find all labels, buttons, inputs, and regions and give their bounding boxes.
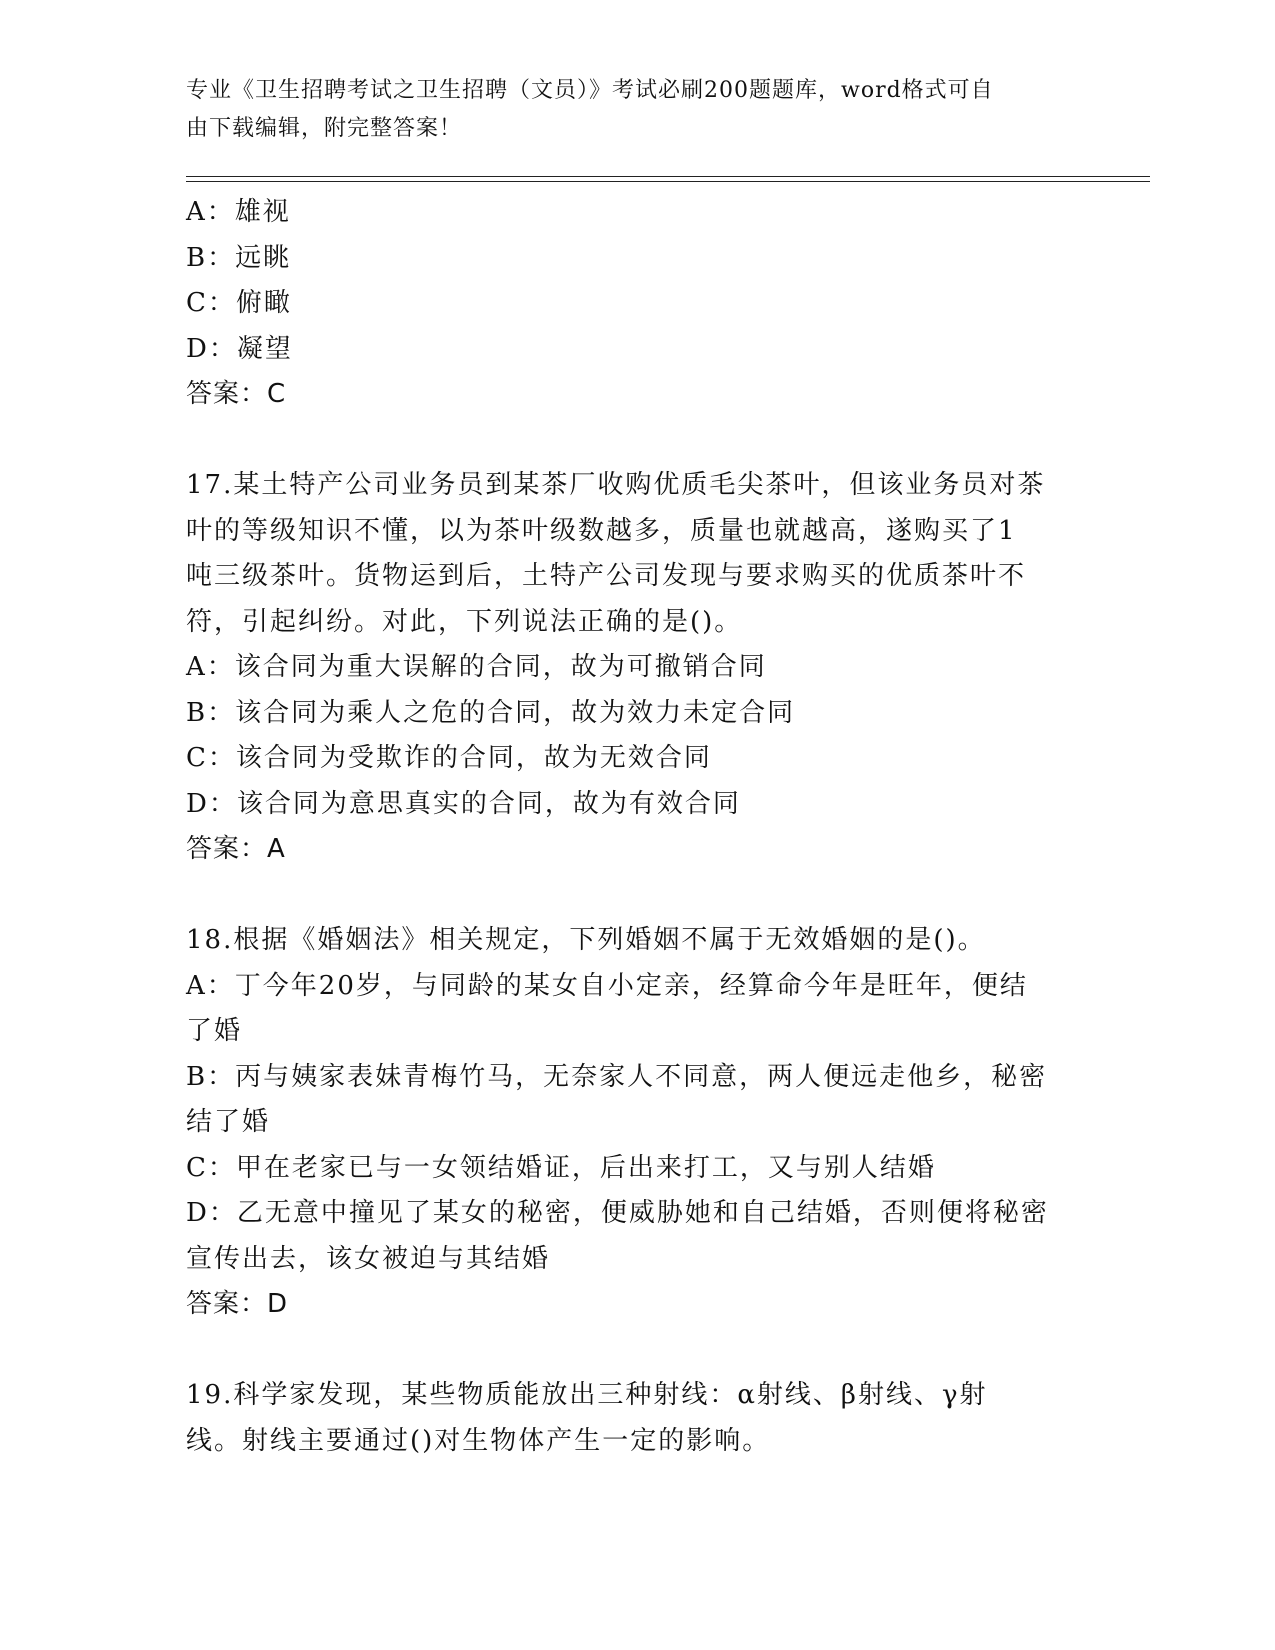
option-b: B：远眺 xyxy=(186,242,292,273)
answer: 答案：A xyxy=(186,834,286,864)
option-d: D：该合同为意思真实的合同，故为有效合同 xyxy=(186,788,741,819)
option-d: D：乙无意中撞见了某女的秘密，便威胁她和自己结婚，否则便将秘密 xyxy=(186,1198,1049,1228)
question-stem: 线。射线主要通过()对生物体产生一定的影响。 xyxy=(186,1425,771,1456)
header-line-2: 由下载编辑，附完整答案！ xyxy=(186,116,463,141)
header-line-1: 专业《卫生招聘考试之卫生招聘（文员）》考试必刷200题题库，word格式可自 xyxy=(186,78,994,103)
header-rule-bottom xyxy=(186,181,1150,182)
option-a: A：该合同为重大误解的合同，故为可撤销合同 xyxy=(186,652,767,682)
option-b: B：丙与姨家表妹青梅竹马，无奈家人不同意，两人便远走他乡，秘密 xyxy=(186,1061,1048,1092)
question-stem: 19.科学家发现，某些物质能放出三种射线：α射线、β射线、γ射 xyxy=(186,1380,988,1410)
question-stem: 吨三级茶叶。货物运到后，土特产公司发现与要求购买的优质茶叶不 xyxy=(186,561,1027,591)
spacer xyxy=(186,418,1086,464)
question-list xyxy=(186,190,1086,1464)
option-d-continued: 宣传出去，该女被迫与其结婚 xyxy=(186,1243,551,1274)
question-18 xyxy=(186,918,1086,1328)
option-c: C：甲在老家已与一女领结婚证，后出来打工，又与别人结婚 xyxy=(186,1152,936,1183)
question-stem: 符，引起纠纷。对此，下列说法正确的是()。 xyxy=(186,606,743,637)
question-stem: 18.根据《婚姻法》相关规定，下列婚姻不属于无效婚姻的是()。 xyxy=(186,925,986,955)
option-a-continued: 了婚 xyxy=(186,1016,243,1046)
answer: 答案：C xyxy=(186,379,287,409)
question-stem: 17.某土特产公司业务员到某茶厂收购优质毛尖茶叶，但该业务员对茶 xyxy=(186,470,1046,500)
option-d: D：凝望 xyxy=(186,333,293,364)
spacer xyxy=(186,1328,1086,1374)
option-b-continued: 结了婚 xyxy=(186,1107,271,1137)
option-a: A：丁今年20岁，与同龄的某女自小定亲，经算命今年是旺年，便结 xyxy=(186,970,1028,1001)
option-b: B：该合同为乘人之危的合同，故为效力未定合同 xyxy=(186,697,796,728)
option-c: C：该合同为受欺诈的合同，故为无效合同 xyxy=(186,743,712,773)
option-a: A：雄视 xyxy=(186,197,291,227)
answer: 答案：D xyxy=(186,1289,289,1319)
question-16 xyxy=(186,190,1086,418)
question-stem: 叶的等级知识不懂，以为茶叶级数越多，质量也就越高，遂购买了1 xyxy=(186,515,1017,546)
header-rule-top xyxy=(186,176,1150,177)
question-17 xyxy=(186,463,1086,873)
spacer xyxy=(186,873,1086,919)
question-19 xyxy=(186,1373,1086,1464)
document-header xyxy=(186,72,1066,148)
option-c: C：俯瞰 xyxy=(186,288,292,318)
